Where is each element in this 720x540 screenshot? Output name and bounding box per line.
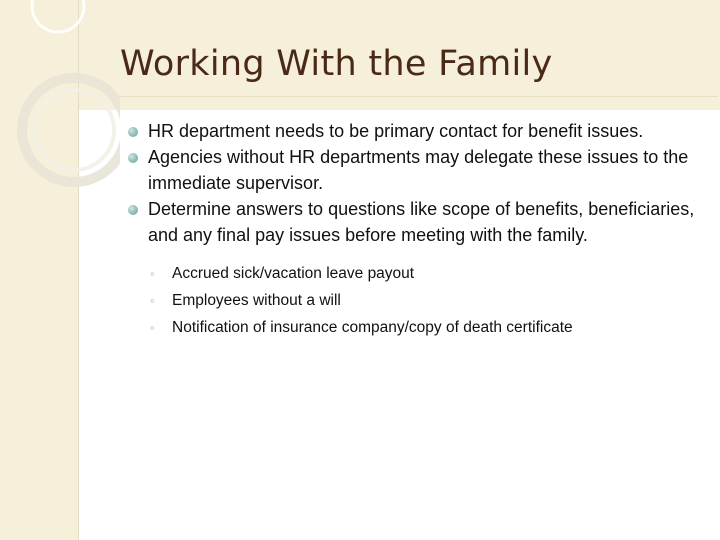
sub-bullet-list bbox=[148, 260, 708, 341]
slide-content bbox=[148, 118, 708, 341]
sub-bullet-item bbox=[148, 314, 708, 341]
decorative-circles-icon bbox=[0, 0, 120, 200]
teal-circle-bullet-icon bbox=[128, 153, 138, 163]
decorative-circle-small bbox=[32, 0, 84, 32]
teal-circle-bullet-icon bbox=[128, 127, 138, 137]
sub-bullet-item bbox=[148, 260, 708, 287]
hollow-circle-bullet-icon: ◦ bbox=[150, 293, 155, 308]
sub-bullet-text: Accrued sick/vacation leave payout bbox=[172, 265, 415, 282]
hollow-circle-bullet-icon: ◦ bbox=[150, 266, 155, 281]
bullet-item bbox=[148, 118, 708, 144]
bullet-list bbox=[148, 118, 708, 341]
slide-title: Working With the Family bbox=[120, 44, 553, 84]
teal-circle-bullet-icon bbox=[128, 205, 138, 215]
bullet-text: HR department needs to be primary contact for benefit issues. bbox=[148, 121, 644, 141]
bullet-item bbox=[148, 144, 708, 196]
decorative-circle-inner bbox=[34, 90, 114, 170]
sub-bullet-text: Employees without a will bbox=[172, 292, 341, 309]
title-divider bbox=[118, 96, 718, 97]
bullet-item bbox=[148, 196, 708, 341]
bullet-text: Agencies without HR departments may delegate these issues to the immediate supervisor. bbox=[148, 147, 689, 193]
hollow-circle-bullet-icon: ◦ bbox=[150, 320, 155, 335]
sub-bullet-item bbox=[148, 287, 708, 314]
sub-bullet-text: Notification of insurance company/copy of death certificate bbox=[172, 319, 573, 336]
decorative-circle-large bbox=[22, 78, 120, 182]
bullet-text: Determine answers to questions like scope of benefits, beneficiaries, and any final pay issues before meeting with the family. bbox=[148, 199, 695, 245]
